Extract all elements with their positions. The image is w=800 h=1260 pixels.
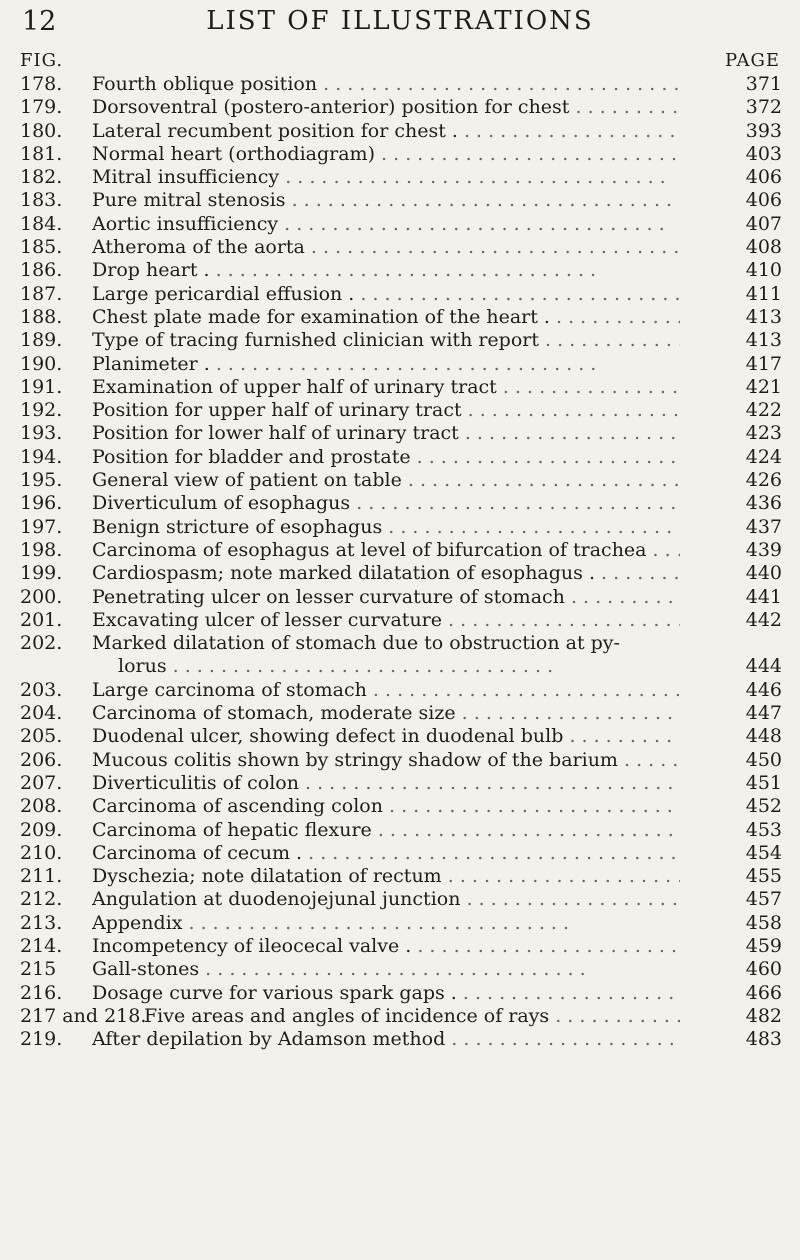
figure-number: 194. (20, 445, 63, 468)
figure-caption: Excavating ulcer of lesser curvature . . (92, 609, 680, 632)
page-reference: 450 (745, 748, 782, 771)
figure-caption: Position for lower half of urinary tract . . (92, 422, 680, 445)
list-item (0, 912, 800, 935)
figure-number: 196. (20, 492, 63, 515)
figure-number: 207. (20, 771, 63, 794)
list-item (0, 795, 800, 818)
list-item (0, 958, 800, 981)
list-item (0, 702, 800, 725)
list-item (0, 982, 800, 1005)
page-reference: 422 (745, 399, 782, 422)
page-reference: 413 (745, 329, 782, 352)
figure-number: 210. (20, 841, 63, 864)
figure-caption: Drop heart . . . (92, 259, 680, 282)
figure-number: 209. (20, 818, 63, 841)
list-item (0, 492, 800, 515)
figure-caption: Examination of upper half of urinary tract . . (92, 376, 680, 399)
list-item (0, 609, 800, 632)
figure-number: 212. (20, 888, 63, 911)
page-reference: 371 (745, 73, 782, 95)
figure-number: 197. (20, 515, 63, 538)
list-item (0, 283, 800, 306)
figure-caption: Carcinoma of cecum . . . (92, 842, 680, 865)
figure-number: 219. (20, 1028, 63, 1051)
page-reference: 437 (745, 515, 782, 538)
page-number: 12 (22, 6, 57, 37)
figure-number: 214. (20, 934, 63, 957)
list-item (0, 772, 800, 795)
list-item (0, 469, 800, 492)
list-item (0, 189, 800, 212)
list-item (0, 376, 800, 399)
list-item (0, 749, 800, 772)
page-reference: 466 (745, 981, 782, 1004)
list-item (0, 143, 800, 166)
fig-column-heading: FIG. (20, 50, 64, 71)
figure-caption: Five areas and angles of incidence of rays . . (144, 1005, 680, 1028)
list-item (0, 399, 800, 422)
list-item (0, 329, 800, 352)
list-item (0, 562, 800, 585)
page-reference: 426 (745, 469, 782, 492)
page-reference: 442 (745, 608, 782, 631)
page-reference: 452 (745, 795, 782, 818)
page-reference: 440 (745, 562, 782, 585)
figure-number: 178. (20, 73, 63, 95)
page-reference: 413 (745, 305, 782, 328)
list-item (0, 516, 800, 539)
figure-caption: Type of tracing furnished clinician with report . . (92, 329, 680, 352)
list-item (0, 120, 800, 143)
page-reference: 417 (745, 352, 782, 375)
figure-number: 202. (20, 632, 63, 655)
list-item (0, 935, 800, 958)
figure-number: 193. (20, 422, 63, 445)
figure-caption: Diverticulitis of colon . . (92, 772, 680, 795)
figure-caption: Dyschezia; note dilatation of rectum . . (92, 865, 680, 888)
page-reference: 444 (745, 655, 782, 678)
figure-number: 203. (20, 678, 63, 701)
figure-caption: Penetrating ulcer on lesser curvature of stomach . . (92, 586, 680, 609)
figure-number: 217 and 218. (20, 1004, 147, 1027)
list-item (0, 655, 800, 678)
figure-caption: Diverticulum of esophagus . . (92, 492, 680, 515)
figure-caption: Position for upper half of urinary tract . . (92, 399, 680, 422)
figure-number: 182. (20, 166, 63, 189)
list-item (0, 96, 800, 119)
figure-number: 206. (20, 748, 63, 771)
figure-number: 188. (20, 305, 63, 328)
figure-caption: Lateral recumbent position for chest . . . (92, 120, 680, 143)
list-item (0, 679, 800, 702)
list-item (0, 236, 800, 259)
figure-caption: Dorsoventral (postero-anterior) position for chest . . (92, 96, 680, 119)
page-reference: 446 (745, 678, 782, 701)
page-title: LIST OF ILLUSTRATIONS (206, 6, 594, 36)
page-reference: 407 (745, 212, 782, 235)
page-reference: 460 (745, 958, 782, 981)
page-reference: 458 (745, 911, 782, 934)
figure-number: 186. (20, 259, 63, 282)
figure-caption: Gall-stones . . (92, 958, 680, 981)
figure-caption: Carcinoma of ascending colon . . (92, 795, 680, 818)
page-reference: 482 (745, 1004, 782, 1027)
page-reference: 459 (745, 934, 782, 957)
page-reference: 421 (745, 375, 782, 398)
list-item (0, 353, 800, 376)
figure-caption: Dosage curve for various spark gaps . . . (92, 982, 680, 1005)
figure-caption: Mitral insufficiency . . (92, 166, 680, 189)
figure-number: 201. (20, 608, 63, 631)
figure-caption: Carcinoma of stomach, moderate size . . (92, 702, 680, 725)
list-item (0, 586, 800, 609)
figure-number: 187. (20, 282, 63, 305)
figure-number: 208. (20, 795, 63, 818)
figure-number: 216. (20, 981, 63, 1004)
figure-caption: Marked dilatation of stomach due to obstruction at py- (92, 632, 620, 655)
list-item (0, 888, 800, 911)
figure-caption: Planimeter . . . (92, 353, 680, 376)
list-item (0, 1005, 800, 1028)
page-reference: 411 (745, 282, 782, 305)
figure-caption: Incompetency of ileocecal valve . . . (92, 935, 680, 958)
page-reference: 454 (745, 841, 782, 864)
figure-number: 190. (20, 352, 63, 375)
list-item (0, 422, 800, 445)
figure-number: 181. (20, 142, 63, 165)
page-reference: 447 (745, 702, 782, 725)
figure-number: 213. (20, 911, 63, 934)
figure-number: 211. (20, 865, 63, 888)
figure-caption: Normal heart (orthodiagram) . . (92, 143, 680, 166)
list-item (0, 865, 800, 888)
figure-number: 195. (20, 469, 63, 492)
figure-caption: Carcinoma of esophagus at level of bifurcation of trachea . . (92, 539, 680, 562)
page-reference: 455 (745, 865, 782, 888)
page-reference: 406 (745, 166, 782, 189)
list-item (0, 446, 800, 469)
page-reference: 410 (745, 259, 782, 282)
figure-number: 180. (20, 119, 63, 142)
page-reference: 483 (745, 1028, 782, 1051)
figure-caption: Cardiospasm; note marked dilatation of esophagus . . . (92, 562, 680, 585)
page-column-heading: PAGE (725, 50, 780, 71)
figure-caption: General view of patient on table . . (92, 469, 680, 492)
list-item (0, 725, 800, 748)
figure-caption: Benign stricture of esophagus . . (92, 516, 680, 539)
figure-caption: Chest plate made for examination of the heart . . . (92, 306, 680, 329)
list-item (0, 842, 800, 865)
page-reference: 453 (745, 818, 782, 841)
figure-caption: Large carcinoma of stomach . . (92, 679, 680, 702)
list-item (0, 166, 800, 189)
figure-number: 191. (20, 375, 63, 398)
figure-number: 179. (20, 96, 63, 119)
figure-number: 204. (20, 702, 63, 725)
page-reference: 448 (745, 725, 782, 748)
figure-caption: Duodenal ulcer, showing defect in duodenal bulb . . (92, 725, 680, 748)
page-reference: 451 (745, 771, 782, 794)
figure-caption: Pure mitral stenosis . . (92, 189, 680, 212)
list-item (0, 539, 800, 562)
page-reference: 408 (745, 236, 782, 259)
figure-caption: Mucous colitis shown by stringy shadow of the barium . . (92, 749, 680, 772)
list-item (0, 819, 800, 842)
figure-number: 200. (20, 585, 63, 608)
list-item (0, 1028, 800, 1051)
page-reference: 393 (745, 119, 782, 142)
page-header (0, 6, 800, 46)
figure-caption: Position for bladder and prostate . . (92, 446, 680, 469)
figure-number: 198. (20, 538, 63, 561)
figure-number: 215 (20, 958, 57, 981)
list-item (0, 306, 800, 329)
page-reference: 372 (745, 96, 782, 119)
figure-caption: Atheroma of the aorta . . (92, 236, 680, 259)
page-reference: 406 (745, 189, 782, 212)
list-item (0, 259, 800, 282)
list-item (0, 73, 800, 96)
illustrations-list (0, 73, 800, 1051)
page-reference: 439 (745, 538, 782, 561)
page-reference: 424 (745, 445, 782, 468)
figure-number: 199. (20, 562, 63, 585)
list-item (0, 213, 800, 236)
list-item (0, 632, 800, 655)
figure-caption: Appendix . . (92, 912, 680, 935)
page-reference: 423 (745, 422, 782, 445)
figure-caption: Large pericardial effusion . . . (92, 283, 680, 306)
figure-number: 185. (20, 236, 63, 259)
figure-number: 192. (20, 399, 63, 422)
figure-caption: Carcinoma of hepatic flexure . . (92, 819, 680, 842)
page-reference: 457 (745, 888, 782, 911)
page-reference: 441 (745, 585, 782, 608)
page-reference: 436 (745, 492, 782, 515)
figure-number: 189. (20, 329, 63, 352)
figure-caption: Aortic insufficiency . . (92, 213, 680, 236)
figure-caption: Angulation at duodenojejunal junction . . (92, 888, 680, 911)
figure-number: 184. (20, 212, 63, 235)
figure-number: 205. (20, 725, 63, 748)
figure-number: 183. (20, 189, 63, 212)
figure-caption: Fourth oblique position . . (92, 73, 680, 96)
page-reference: 403 (745, 142, 782, 165)
figure-caption: After depilation by Adamson method . . (92, 1028, 680, 1051)
figure-caption: lorus . . (118, 655, 680, 678)
